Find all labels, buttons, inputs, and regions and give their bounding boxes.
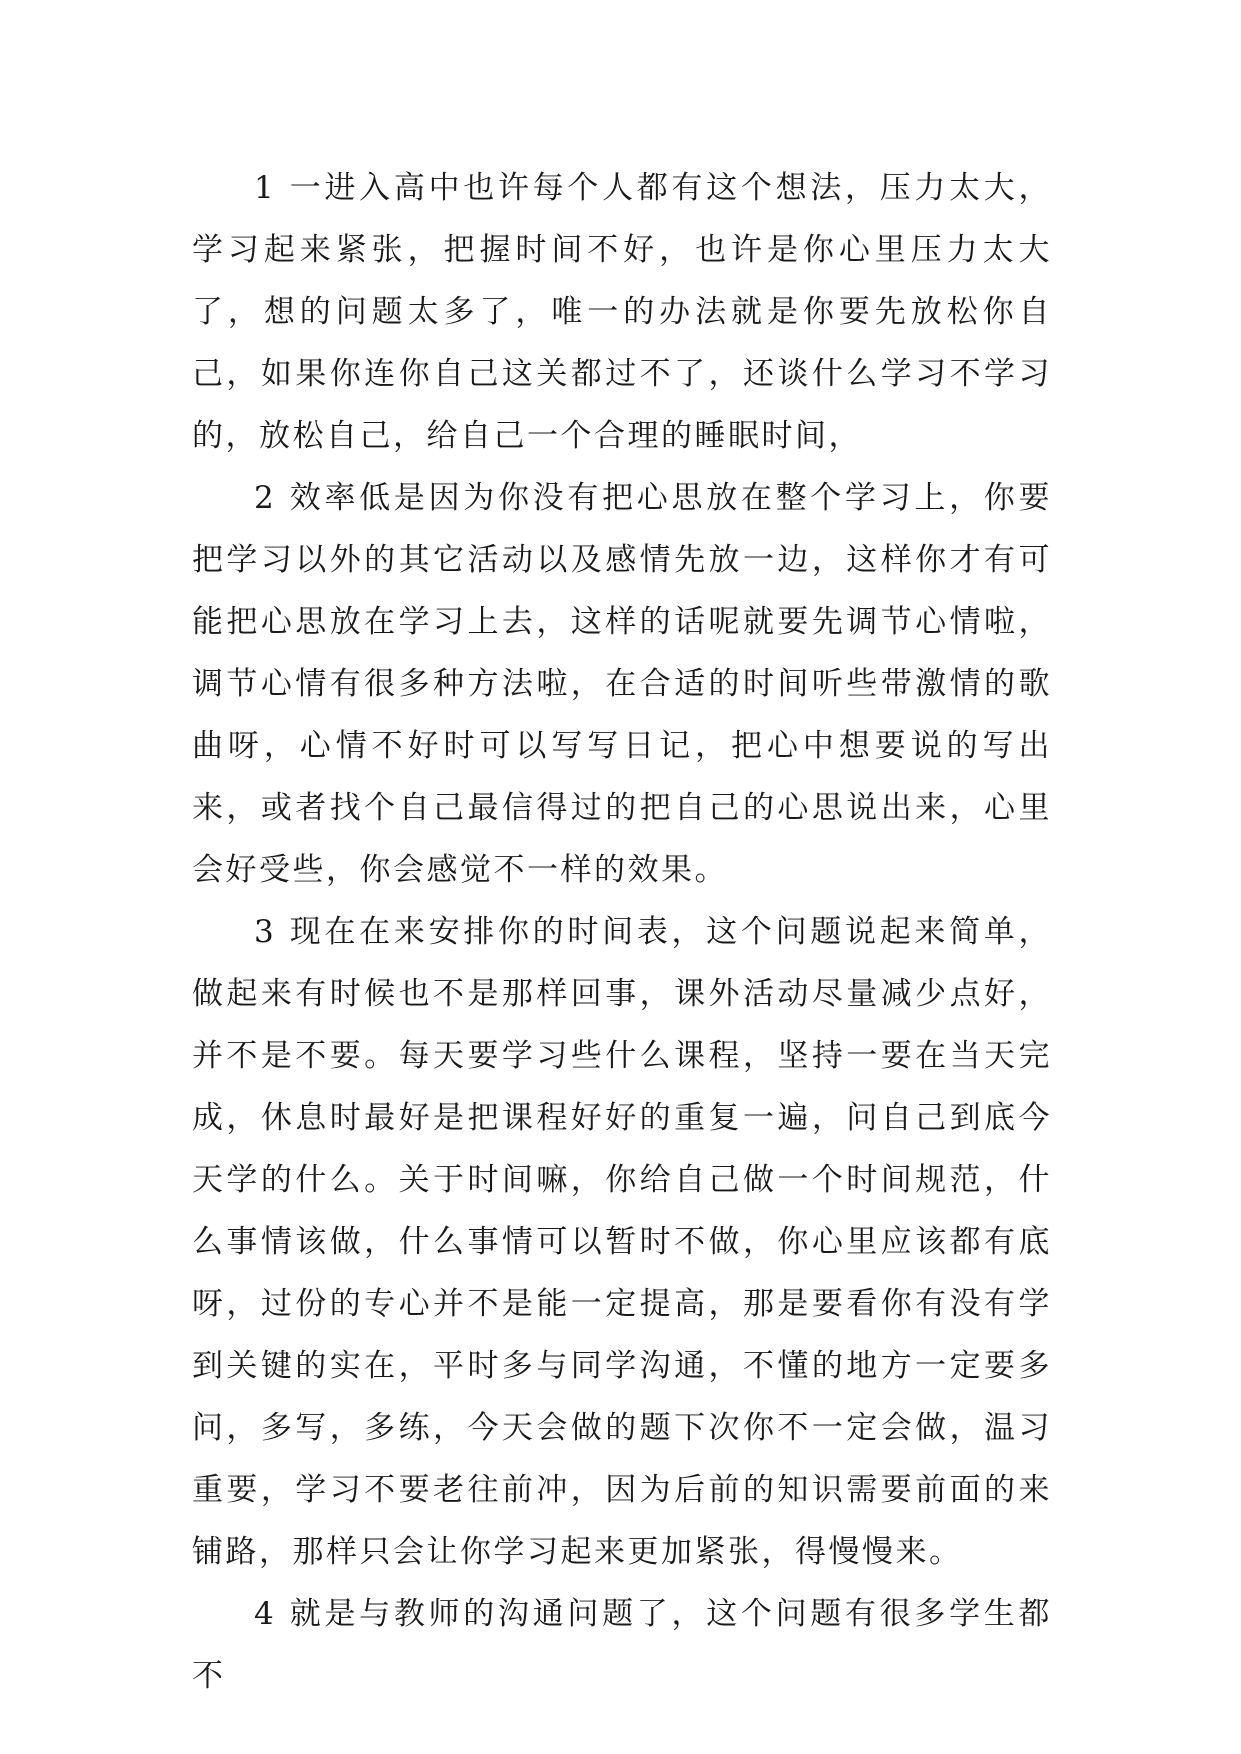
document-page bbox=[192, 157, 1052, 1707]
paragraph-1: 1 一进入高中也许每个人都有这个想法，压力太大，学习起来紧张，把握时间不好，也许是你心里压力太大了，想的问题太多了，唯一的办法就是你要先放松你自己，如果你连你自己这关都过不了，还谈什么学习不学习的，放松自己，给自己一个合理的睡眠时间， bbox=[192, 170, 1052, 454]
paragraph-4: 4 就是与教师的沟通问题了，这个问题有很多学生都不 bbox=[192, 1596, 1052, 1694]
paragraph-2: 2 效率低是因为你没有把心思放在整个学习上，你要把学习以外的其它活动以及感情先放一边，这样你才有可能把心思放在学习上去，这样的话呢就要先调节心情啦，调节心情有很多种方法啦，在合适的时间听些带激情的歌曲呀，心情不好时可以写写日记，把心中想要说的写出来，或者找个自己最信得过的把自己的心思说出来，心里会好受些，你会感觉不一样的效果。 bbox=[192, 480, 1052, 888]
paragraph-3: 3 现在在来安排你的时间表，这个问题说起来简单，做起来有时候也不是那样回事，课外活动尽量减少点好，并不是不要。每天要学习些什么课程，坚持一要在当天完成，休息时最好是把课程好好的重复一遍，问自己到底今天学的什么。关于时间嘛，你给自己做一个时间规范，什么事情该做，什么事情可以暂时不做，你心里应该都有底呀，过份的专心并不是能一定提高，那是要看你有没有学到关键的实在，平时多与同学沟通，不懂的地方一定要多问，多写，多练，今天会做的题下次你不一定会做，温习重要，学习不要老往前冲，因为后前的知识需要前面的来铺路，那样只会让你学习起来更加紧张，得慢慢来。 bbox=[192, 914, 1052, 1570]
